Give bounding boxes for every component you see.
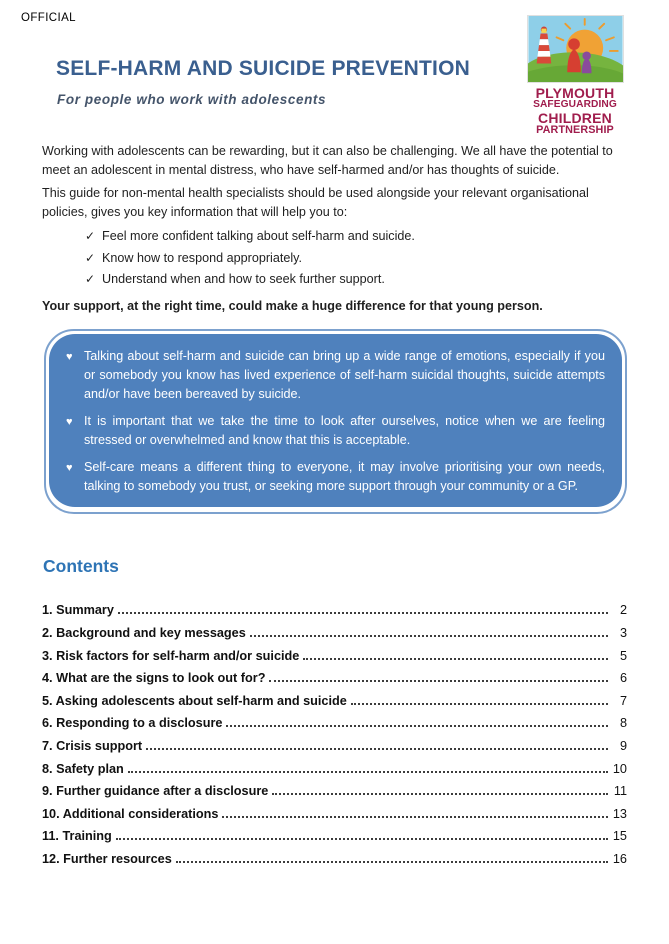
toc-entry-label: 7. Crisis support — [42, 739, 143, 754]
toc-page-number: 16 — [612, 852, 627, 866]
toc-entry[interactable] — [42, 807, 627, 830]
toc-entry-label: 2. Background and key messages — [42, 626, 246, 641]
checkmark-icon: ✓ — [85, 229, 96, 244]
toc-entry-label: 5. Asking adolescents about self-harm and suicide — [42, 693, 347, 708]
toc-entry[interactable] — [42, 852, 627, 875]
toc-page-number: 3 — [619, 626, 627, 641]
toc-entry[interactable] — [42, 694, 627, 717]
callout-item-text: Talking about self-harm and suicide can bring up a wide range of emotions, especially if you or somebody you know has lived experience of self-harm suicidal thoughts, suicide attempts and/or have been bereaved by suicide. — [84, 349, 605, 402]
toc-entry-label: 6. Responding to a disclosure — [42, 716, 223, 731]
checklist-item-text: Understand when and how to seek further support. — [102, 272, 385, 287]
toc-page-number: 6 — [619, 671, 627, 686]
toc-entry[interactable] — [42, 626, 627, 649]
toc-page-number: 11 — [613, 784, 627, 799]
toc-entry-label: 11. Training — [42, 829, 112, 844]
toc-page-number: 8 — [619, 716, 627, 731]
intro-paragraph-2: This guide for non-mental health specialists should be used alongside your relevant organisational policies, gives you key information that will help you to: — [42, 186, 589, 219]
logo-text-line: SAFEGUARDING — [533, 99, 617, 111]
toc-entry[interactable] — [42, 716, 627, 739]
checklist-item — [42, 248, 627, 270]
toc-page-number: 7 — [619, 693, 627, 708]
toc-page-number: 15 — [612, 829, 627, 844]
toc-dot-leader — [128, 771, 608, 773]
toc-entry[interactable] — [42, 603, 627, 626]
logo-text-line: CHILDREN — [538, 109, 612, 126]
logo-text-line: PARTNERSHIP — [536, 123, 614, 136]
toc-entry-label: 3. Risk factors for self-harm and/or suicide — [42, 648, 300, 663]
toc-entry-label: 10. Additional considerations — [42, 806, 219, 821]
callout-item — [66, 458, 605, 496]
toc-dot-leader — [272, 793, 608, 795]
heart-bullet-icon: ♥ — [66, 351, 73, 364]
checkmark-icon: ✓ — [85, 250, 96, 265]
toc-entry-label: 1. Summary — [42, 603, 114, 618]
safeguarding-partnership-logo — [525, 15, 625, 136]
emphasis-line: Your support, at the right time, could make a huge difference for that young person. — [42, 298, 543, 313]
toc-page-number: 2 — [619, 603, 627, 618]
toc-dot-leader — [222, 816, 608, 818]
toc-entry[interactable] — [42, 829, 627, 852]
toc-dot-leader — [118, 612, 608, 614]
toc-entry-label: 9. Further guidance after a disclosure — [42, 784, 269, 799]
toc-entry-label: 4. What are the signs to look out for? — [42, 671, 266, 686]
table-of-contents — [42, 603, 627, 874]
toc-dot-leader — [303, 658, 608, 660]
selfcare-callout-box — [44, 329, 627, 514]
checklist-item — [42, 226, 627, 248]
toc-page-number: 9 — [619, 739, 627, 754]
logo-illustration-icon — [527, 15, 624, 83]
callout-item-text: Self-care means a different thing to everyone, it may involve prioritising your own needs, talking to somebody you trust, or seeking more support through your community or a GP. — [84, 460, 605, 494]
document-body — [42, 142, 627, 875]
contents-heading: Contents — [43, 556, 119, 577]
checklist-item — [42, 269, 627, 291]
checkmark-icon: ✓ — [85, 272, 96, 287]
callout-item-text: It is important that we take the time to look after ourselves, notice when we are feeling stressed or overwhelmed and know that this is acceptable. — [84, 414, 605, 448]
checklist-item-text: Feel more confident talking about self-harm and suicide. — [102, 229, 415, 244]
toc-page-number: 13 — [612, 806, 627, 821]
toc-dot-leader — [226, 725, 608, 727]
toc-dot-leader — [176, 861, 608, 863]
toc-entry[interactable] — [42, 739, 627, 762]
toc-page-number: 5 — [619, 648, 627, 663]
toc-entry-label: 8. Safety plan — [42, 761, 124, 776]
page-subtitle: For people who work with adolescents — [57, 92, 327, 107]
toc-entry[interactable] — [42, 671, 627, 694]
toc-entry-label: 12. Further resources — [42, 852, 172, 866]
toc-dot-leader — [116, 838, 608, 840]
toc-entry[interactable] — [42, 649, 627, 672]
selfcare-callout-inner — [49, 334, 622, 507]
toc-dot-leader — [250, 635, 608, 637]
toc-dot-leader — [269, 680, 608, 682]
checklist — [42, 226, 627, 291]
page-title: SELF-HARM AND SUICIDE PREVENTION — [56, 57, 470, 80]
toc-page-number: 10 — [612, 761, 627, 776]
checklist-item-text: Know how to respond appropriately. — [102, 250, 302, 265]
logo-text-line: PLYMOUTH — [535, 85, 615, 101]
toc-entry[interactable] — [42, 784, 627, 807]
classification-marking: OFFICIAL — [21, 12, 76, 24]
heart-bullet-icon: ♥ — [66, 462, 73, 475]
callout-item — [66, 347, 605, 404]
toc-dot-leader — [351, 703, 608, 705]
intro-paragraph-1: Working with adolescents can be rewarding, but it can also be challenging. We all have the potential to meet an adolescent in mental distress, who have self-harmed and/or has thoughts of suicide. — [42, 144, 613, 177]
toc-dot-leader — [146, 748, 608, 750]
heart-bullet-icon: ♥ — [66, 416, 73, 429]
toc-entry[interactable] — [42, 762, 627, 785]
callout-item — [66, 412, 605, 450]
